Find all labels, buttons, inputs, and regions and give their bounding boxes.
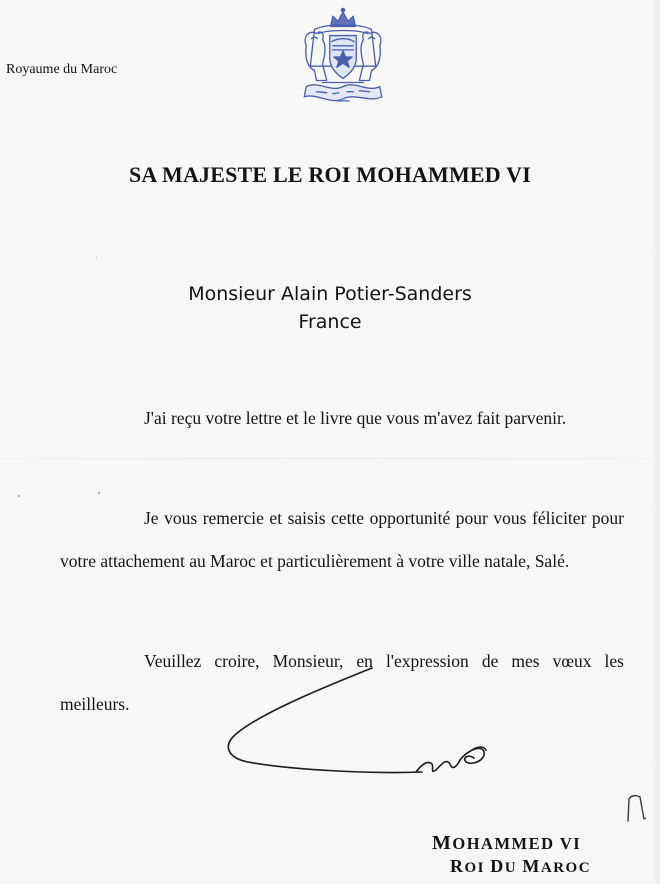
title-initial: M [522,856,541,876]
paper-speck [18,495,20,497]
paper-edge-shadow [652,0,660,884]
title-rest: OI [464,860,491,876]
title-initial: D [490,856,505,876]
paragraph-text: Je vous remercie et saisis cette opportunité pour vous féliciter pour votre attachement au Maroc et particulièrement à votre ville natale, Salé. [60,508,624,571]
letter-title: SA MAJESTE LE ROI MOHAMMED VI [128,162,532,187]
paragraph-text: J'ai reçu votre lettre et le livre que vous m'avez fait parvenir. [144,408,567,428]
title-rest: AROC [540,860,592,876]
signatory-title [450,856,591,877]
moroccan-coat-of-arms-icon [292,5,394,107]
signatory-name [432,832,581,855]
paper-speck [98,492,100,494]
paper-speck [96,257,97,258]
signatory-name-initial: M [432,832,453,854]
body-paragraph [60,397,624,440]
paragraph-text: Veuillez croire, Monsieur, en l'expression de mes vœux les meilleurs. [60,651,624,714]
signatory-name-rest: OHAMMED VI [452,834,582,853]
handwritten-mark [622,793,652,823]
title-rest: U [504,860,523,876]
addressee-country: France [298,311,362,333]
addressee-block [0,280,660,336]
body-paragraph [60,497,624,583]
handwritten-signature [222,660,502,790]
title-initial: R [450,856,465,876]
paper-fold-line [0,458,660,459]
kingdom-label: Royaume du Maroc [6,62,118,77]
addressee-name: Monsieur Alain Potier-Sanders [188,283,472,305]
